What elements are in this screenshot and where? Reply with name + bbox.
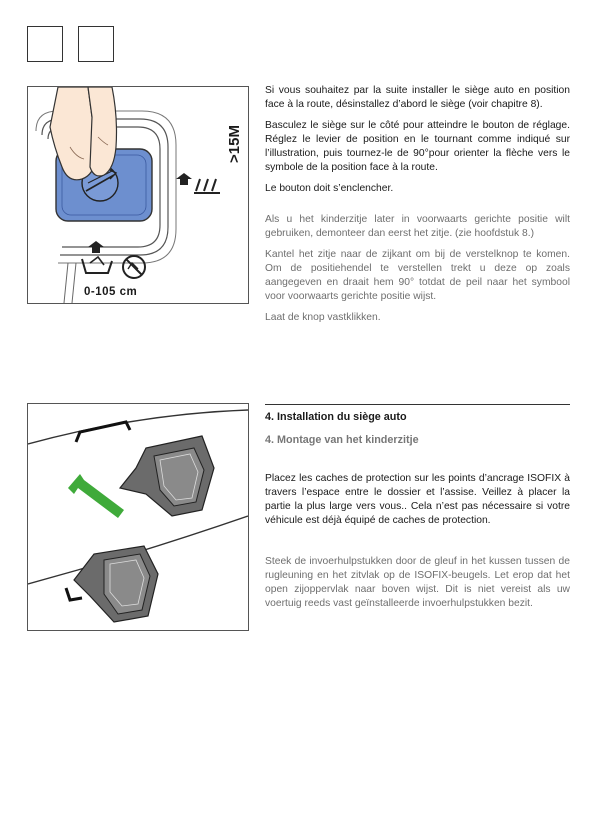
corner-box-left <box>27 26 63 62</box>
size-label: 0-105 cm <box>84 286 138 298</box>
corner-box-right <box>78 26 114 62</box>
text-block-top <box>265 84 570 332</box>
fr-paragraph-2: Basculez le siège sur le côté pour atteindre le bouton de réglage. Réglez le levier de position en le tournant comme indiqué sur l’illustration, puis tournez-le de 90°pour orienter la flèche vers le symbole de la position face à la route. <box>265 120 570 173</box>
nl-paragraph-3: Laat de knop vastklikken. <box>265 312 381 323</box>
knob-illustration <box>27 86 249 304</box>
text-block-bottom <box>265 411 570 618</box>
nl-paragraph-1: Als u het kinderzitje later in voorwaarts gerichte positie wilt gebruiken, demonteer dan eerst het zitje. (zie hoofdstuk 8.) <box>265 214 570 239</box>
fr-paragraph-isofix: Placez les caches de protection sur les points d’ancrage ISOFIX à travers l’espace entre le dossier et l’assise. Veillez à placer la partie la plus large vers vous.. Cela n’est pas nécessaire si votre véhicule est déjà équipé de caches de protection. <box>265 473 570 526</box>
nl-paragraph-2: Kantel het zitje naar de zijkant om bij de verstelknop te komen. Om de positiehendel te verstellen trekt u deze op zoals aangegeven en draait hem 90° totdat de peil naar het symbool voor voorwaarts gerichte positie wijst. <box>265 249 570 302</box>
height-label: >15M <box>226 125 243 163</box>
section-heading-fr: 4. Installation du siège auto <box>265 411 407 423</box>
section-divider <box>265 404 570 405</box>
fr-paragraph-3: Le bouton doit s’enclencher. <box>265 183 394 194</box>
fr-paragraph-1: Si vous souhaitez par la suite installer le siège auto en position face à la route, désinstallez d’abord le siège (voir chapitre 8). <box>265 85 570 110</box>
section-heading-nl: 4. Montage van het kinderzitje <box>265 434 419 446</box>
nl-paragraph-isofix: Steek de invoerhulpstukken door de gleuf in het kussen tussen de rugleuning en het zitvlak op de ISOFIX-beugels. Let erop dat het open zijoppervlak naar boven wijst. Dit is niet vereist als uw voertuig reeds vast geïnstalleerde invoerhulpstukken bezit. <box>265 556 570 609</box>
isofix-guides-illustration <box>27 403 249 631</box>
